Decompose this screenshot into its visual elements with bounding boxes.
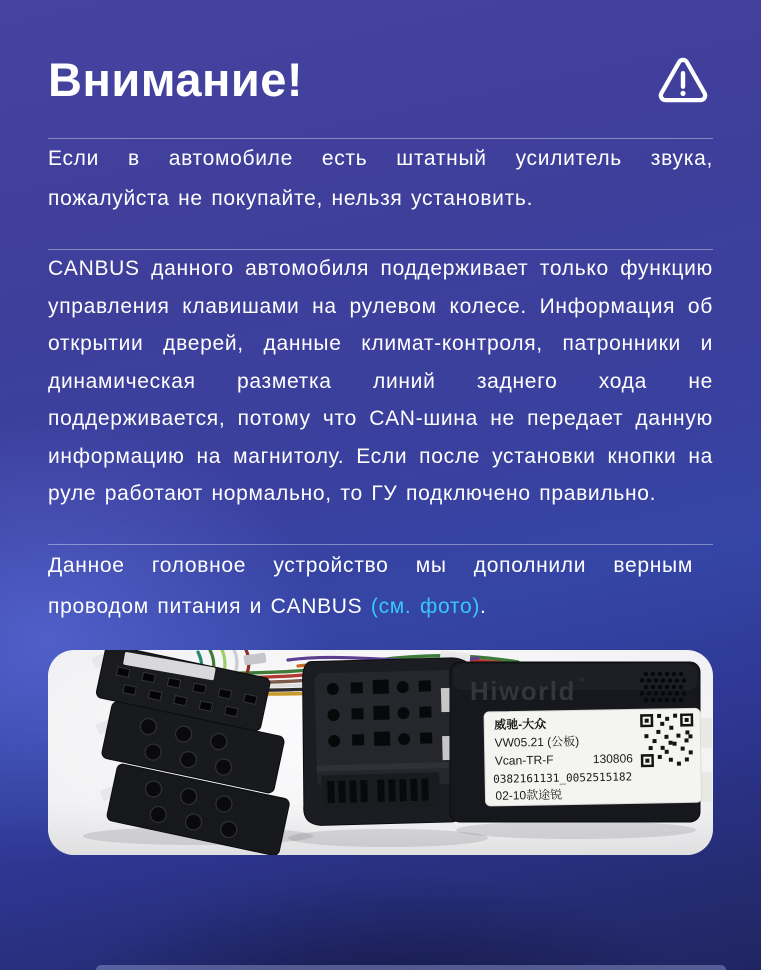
paragraph-canbus-info: CANBUS данного автомобиля поддерживает только функцию управления клавишами на рулевом колесе. Информация об открытии дверей, данные климат-контроля, патронники и динамическая разметка линий заднего хода не поддерживается, потому что CAN-шина не передает данную информацию на магнитолу. Если после установки кнопки на руле работают нормально, то ГУ подключено правильно. [48,257,713,505]
page-title: Внимание! [48,52,304,106]
paragraph-amplifier-warning: Если в автомобиле есть штатный усилитель звука, пожалуйста не покупайте, нельзя установить. [48,147,713,210]
connectors-photo [48,650,713,855]
label-line-3-code: 130806 [592,750,634,766]
label-line-3-model: Vcan-TR-F [494,752,554,768]
trademark-mark: ™ [576,675,585,686]
next-section-hint [96,965,726,970]
canbus-decoder-illustration [450,662,712,822]
shadow [288,829,488,847]
decoder-label [484,708,702,806]
see-photo-accent: (см. фото) [370,594,481,618]
paragraph-included-note [48,545,693,627]
banner-header [48,0,713,108]
warning-triangle-icon [657,55,709,103]
connectors-photo-card [48,650,713,855]
label-serial-number: 0382161131_0052515182 [493,769,633,786]
shadow [456,821,696,839]
label-line-1: 威驰-大众 [494,716,547,732]
label-line-2: VW05.21 (公板) [494,733,580,750]
included-note-tail: . [480,594,487,618]
hiworld-brand-text: Hiworld [470,675,576,706]
label-line-5: 02-10款途锐 [495,787,563,803]
included-note-main: Данное головное устройство мы дополнили верным проводом питания и CANBUS [48,553,693,618]
